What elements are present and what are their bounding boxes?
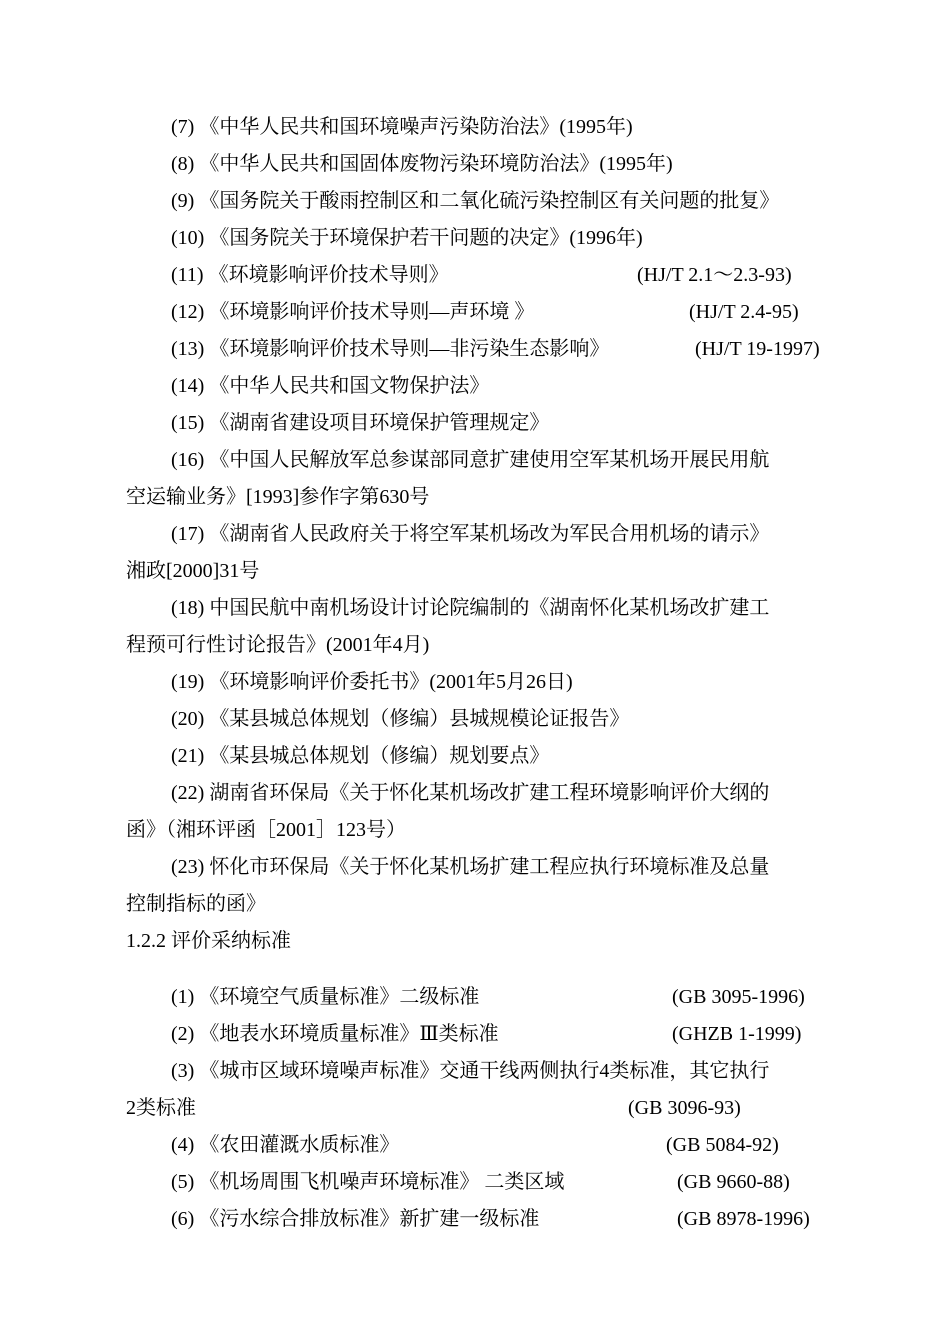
- law-item-14: (14) 《中华人民共和国文物保护法》: [171, 375, 490, 397]
- law-item-15: (15) 《湖南省建设项目环境保护管理规定》: [171, 412, 550, 434]
- standard-item-6-code: (GB 8978-1996): [677, 1208, 810, 1230]
- law-item-19: (19) 《环境影响评价委托书》(2001年5月26日): [171, 671, 573, 693]
- standard-item-1-code: (GB 3095-1996): [672, 986, 805, 1008]
- standard-item-3: (3) 《城市区域环境噪声标准》交通干线两侧执行4类标准，其它执行: [171, 1060, 770, 1082]
- law-item-12: (12) 《环境影响评价技术导则—声环境 》: [171, 301, 535, 323]
- law-item-12-code: (HJ/T 2.4-95): [689, 301, 799, 323]
- standard-item-3-code: (GB 3096-93): [628, 1097, 741, 1119]
- law-item-18: (18) 中国民航中南机场设计讨论院编制的《湖南怀化某机场改扩建工: [171, 597, 770, 619]
- law-item-10: (10) 《国务院关于环境保护若干问题的决定》(1996年): [171, 227, 643, 249]
- law-item-17: (17) 《湖南省人民政府关于将空军某机场改为军民合用机场的请示》: [171, 523, 770, 545]
- law-item-13-code: (HJ/T 19-1997): [695, 338, 820, 360]
- standard-item-5: (5) 《机场周围飞机噪声环境标准》 二类区域: [171, 1171, 565, 1193]
- standard-item-3-continuation: 2类标准: [126, 1097, 196, 1119]
- law-item-17-continuation: 湘政[2000]31号: [126, 560, 260, 582]
- standard-item-2-code: (GHZB 1-1999): [672, 1023, 802, 1045]
- standard-item-1: (1) 《环境空气质量标准》二级标准: [171, 986, 480, 1008]
- standard-item-6: (6) 《污水综合排放标准》新扩建一级标准: [171, 1208, 540, 1230]
- standard-item-2: (2) 《地表水环境质量标准》Ⅲ类标准: [171, 1023, 499, 1045]
- law-item-22: (22) 湖南省环保局《关于怀化某机场改扩建工程环境影响评价大纲的: [171, 782, 770, 804]
- standard-item-4-code: (GB 5084-92): [666, 1134, 779, 1156]
- law-item-11: (11) 《环境影响评价技术导则》: [171, 264, 449, 286]
- law-item-23-continuation: 控制指标的函》: [126, 893, 266, 915]
- law-item-23: (23) 怀化市环保局《关于怀化某机场扩建工程应执行环境标准及总量: [171, 856, 770, 878]
- law-item-21: (21) 《某县城总体规划（修编）规划要点》: [171, 745, 550, 767]
- section-heading: 1.2.2 评价采纳标准: [126, 930, 291, 952]
- law-item-9: (9) 《国务院关于酸雨控制区和二氧化硫污染控制区有关问题的批复》: [171, 190, 780, 212]
- standard-item-4: (4) 《农田灌溉水质标准》: [171, 1134, 400, 1156]
- law-item-13: (13) 《环境影响评价技术导则—非污染生态影响》: [171, 338, 610, 360]
- law-item-16: (16) 《中国人民解放军总参谋部同意扩建使用空军某机场开展民用航: [171, 449, 770, 471]
- law-item-20: (20) 《某县城总体规划（修编）县城规模论证报告》: [171, 708, 630, 730]
- law-item-18-continuation: 程预可行性讨论报告》(2001年4月): [126, 634, 430, 656]
- law-item-7: (7) 《中华人民共和国环境噪声污染防治法》(1995年): [171, 116, 633, 138]
- law-item-11-code: (HJ/T 2.1～2.3-93): [637, 264, 792, 286]
- law-item-16-continuation: 空运输业务》[1993]参作字第630号: [126, 486, 430, 508]
- law-item-22-continuation: 函》（湘环评函［2001］123号）: [126, 819, 406, 841]
- standard-item-5-code: (GB 9660-88): [677, 1171, 790, 1193]
- law-item-8: (8) 《中华人民共和国固体废物污染环境防治法》(1995年): [171, 153, 673, 175]
